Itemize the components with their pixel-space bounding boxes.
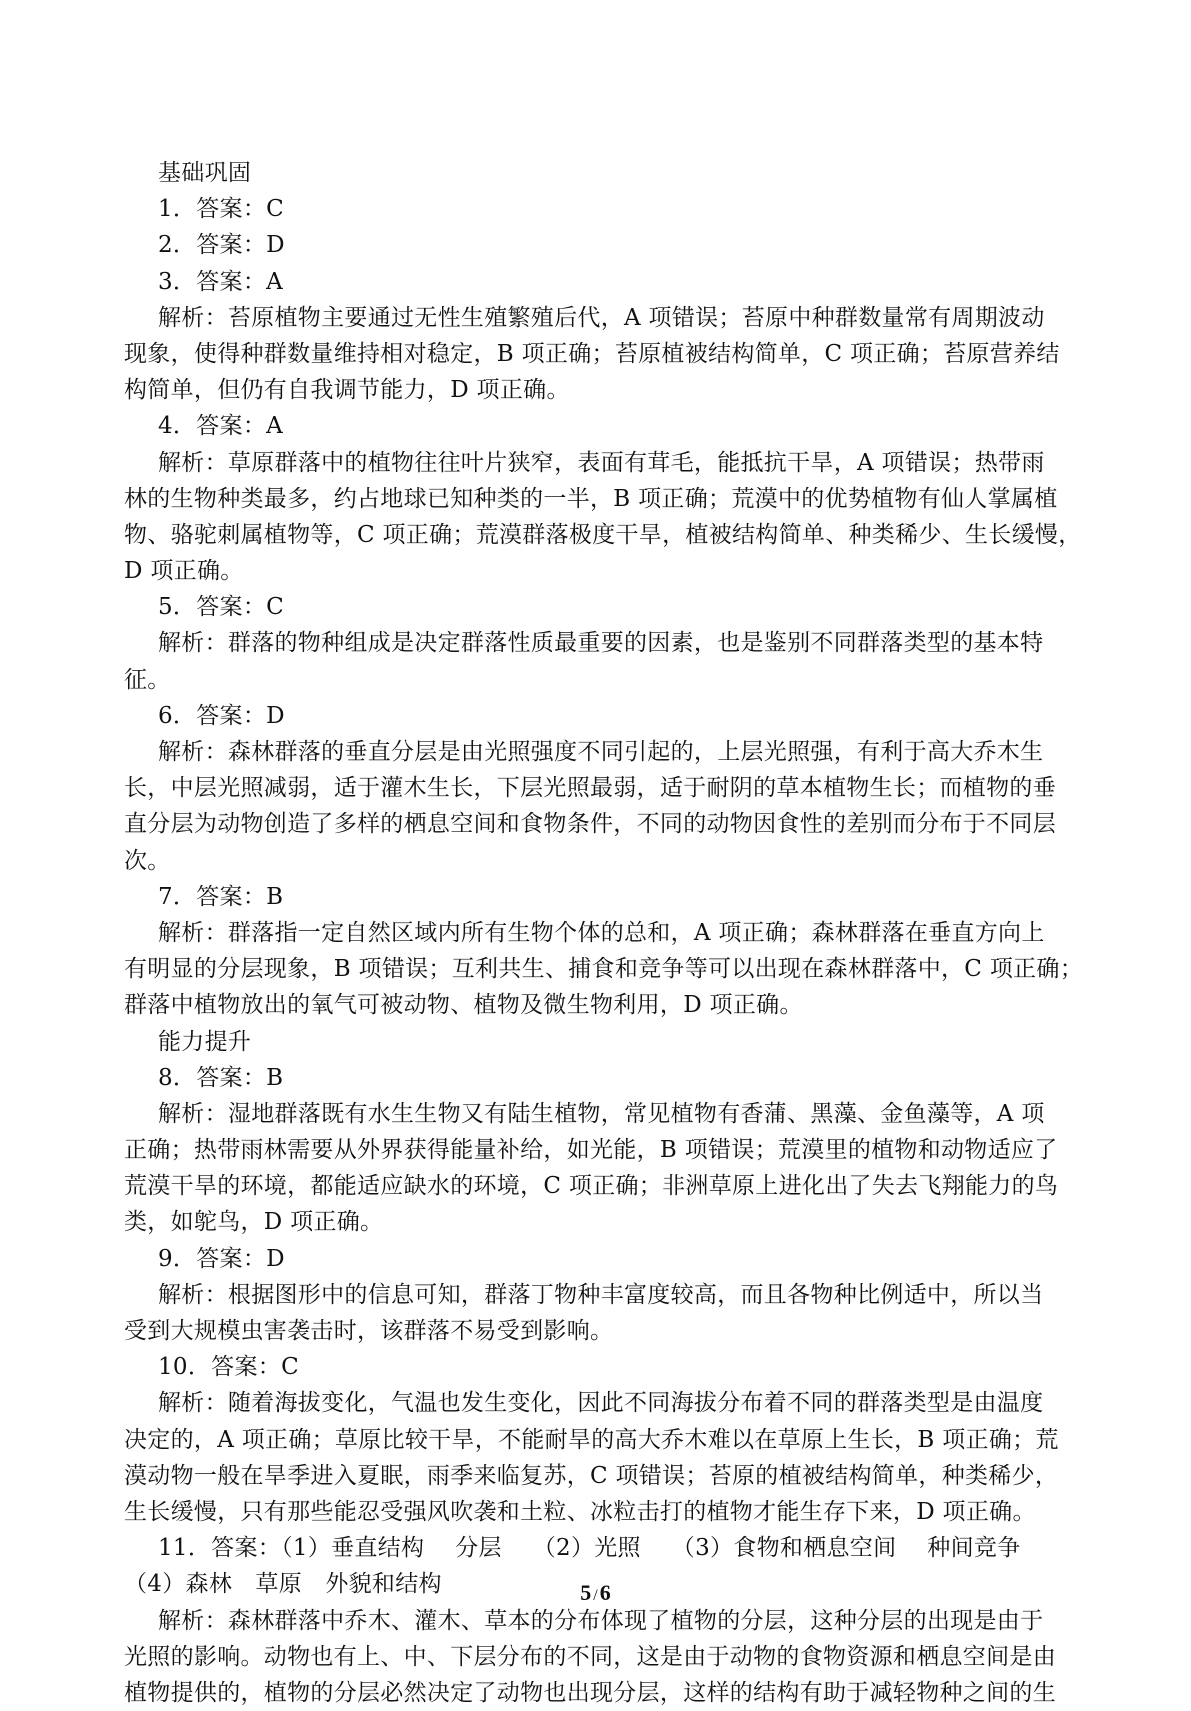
page-separator: / [593, 1587, 598, 1604]
explanation-4-line-2: 林的生物种类最多，约占地球已知种类的一半，B 项正确；荒漠中的优势植物有仙人掌属植 [124, 485, 1058, 512]
explanation-9-line-2: 受到大规模虫害袭击时，该群落不易受到影响。 [124, 1318, 614, 1344]
explanation-3-line-1: 解析：苔原植物主要通过无性生殖繁殖后代，A 项错误；苔原中种群数量常有周期波动 [158, 304, 1045, 331]
answer-11-line-1: 11．答案：（1）垂直结构 分层 （2）光照 （3）食物和栖息空间 种间竞争 [158, 1535, 1021, 1562]
explanation-11-line-2: 光照的影响。动物也有上、中、下层分布的不同，这是由于动物的食物资源和栖息空间是由 [124, 1643, 1056, 1670]
explanation-8-line-3: 荒漠干旱的环境，都能适应缺水的环境，C 项正确；非洲草原上进化出了失去飞翔能力的鸟 [124, 1173, 1059, 1200]
answer-1: 1．答案：C [158, 196, 285, 223]
explanation-9-line-1: 解析：根据图形中的信息可知，群落丁物种丰富度较高，而且各物种比例适中，所以当 [158, 1281, 1044, 1308]
answer-6: 6．答案：D [158, 702, 285, 729]
explanation-6-line-2: 长，中层光照减弱，适于灌木生长，下层光照最弱，适于耐阴的草本植物生长；而植物的垂 [124, 775, 1056, 802]
page-total: 6 [599, 1580, 611, 1605]
explanation-8-line-2: 正确；热带雨林需要从外界获得能量补给，如光能，B 项错误；荒漠里的植物和动物适应了 [124, 1137, 1058, 1164]
answer-2: 2．答案：D [158, 232, 285, 259]
explanation-6-line-1: 解析：森林群落的垂直分层是由光照强度不同引起的，上层光照强，有利于高大乔木生 [158, 739, 1044, 765]
answer-9: 9．答案：D [158, 1245, 285, 1272]
explanation-10-line-3: 漠动物一般在旱季进入夏眠，雨季来临复苏，C 项错误；苔原的植被结构简单，种类稀少， [124, 1462, 1059, 1489]
explanation-7-line-2: 有明显的分层现象，B 项错误；互利共生、捕食和竞争等可以出现在森林群落中，C 项正确； [124, 956, 1084, 983]
explanation-4-line-4: D 项正确。 [124, 558, 244, 585]
explanation-7-line-3: 群落中植物放出的氧气可被动物、植物及微生物利用，D 项正确。 [124, 992, 803, 1019]
explanation-8-line-1: 解析：湿地群落既有水生生物又有陆生植物，常见植物有香蒲、黑藻、金鱼藻等，A 项 [158, 1100, 1045, 1127]
explanation-6-line-3: 直分层为动物创造了多样的栖息空间和食物条件，不同的动物因食性的差别而分布于不同层 [124, 811, 1056, 838]
explanation-7-line-1: 解析：群落指一定自然区域内所有生物个体的总和，A 项正确；森林群落在垂直方向上 [158, 919, 1045, 946]
explanation-10-line-4: 生长缓慢，只有那些能忍受强风吹袭和土粒、冰粒击打的植物才能生存下来，D 项正确。 [124, 1498, 1036, 1525]
explanation-6-line-4: 次。 [124, 847, 171, 874]
answer-5: 5．答案：C [158, 594, 285, 621]
answer-8: 8．答案：B [158, 1064, 284, 1091]
answer-11-line-2: （4）森林 草原 外貌和结构 [124, 1571, 442, 1598]
explanation-4-line-1: 解析：草原群落中的植物往往叶片狭窄，表面有茸毛，能抵抗干旱，A 项错误；热带雨 [158, 449, 1045, 476]
explanation-10-line-2: 决定的，A 项正确；草原比较干旱，不能耐旱的高大乔木难以在草原上生长，B 项正确；荒 [124, 1426, 1059, 1453]
page-current: 5 [580, 1580, 592, 1605]
explanation-5-line-2: 征。 [124, 666, 171, 693]
explanation-10-line-1: 解析：随着海拔变化，气温也发生变化，因此不同海拔分布着不同的群落类型是由温度 [158, 1390, 1044, 1417]
answer-3: 3．答案：A [158, 268, 284, 295]
section-heading-basic: 基础巩固 [158, 160, 252, 186]
answer-7: 7．答案：B [158, 883, 284, 910]
page-number [0, 1580, 1191, 1606]
answer-document [124, 155, 1098, 1711]
explanation-5-line-1: 解析：群落的物种组成是决定群落性质最重要的因素，也是鉴别不同群落类型的基本特 [158, 630, 1044, 657]
answer-10: 10．答案：C [158, 1354, 299, 1381]
explanation-11-line-1: 解析：森林群落中乔木、灌木、草本的分布体现了植物的分层，这种分层的出现是由于 [158, 1607, 1044, 1634]
explanation-3-line-2: 现象，使得种群数量维持相对稳定，B 项正确；苔原植被结构简单，C 项正确；苔原营养结 [124, 340, 1060, 367]
answer-4: 4．答案：A [158, 413, 284, 440]
explanation-11-line-3: 植物提供的，植物的分层必然决定了动物也出现分层，这样的结构有助于减轻物种之间的生 [124, 1679, 1056, 1706]
explanation-4-line-3: 物、骆驼刺属植物等，C 项正确；荒漠群落极度干旱，植被结构简单、种类稀少、生长缓慢， [124, 521, 1082, 548]
explanation-8-line-4: 类，如鸵鸟，D 项正确。 [124, 1209, 384, 1236]
section-heading-advanced: 能力提升 [158, 1028, 252, 1055]
explanation-3-line-3: 构简单，但仍有自我调节能力，D 项正确。 [124, 377, 570, 404]
